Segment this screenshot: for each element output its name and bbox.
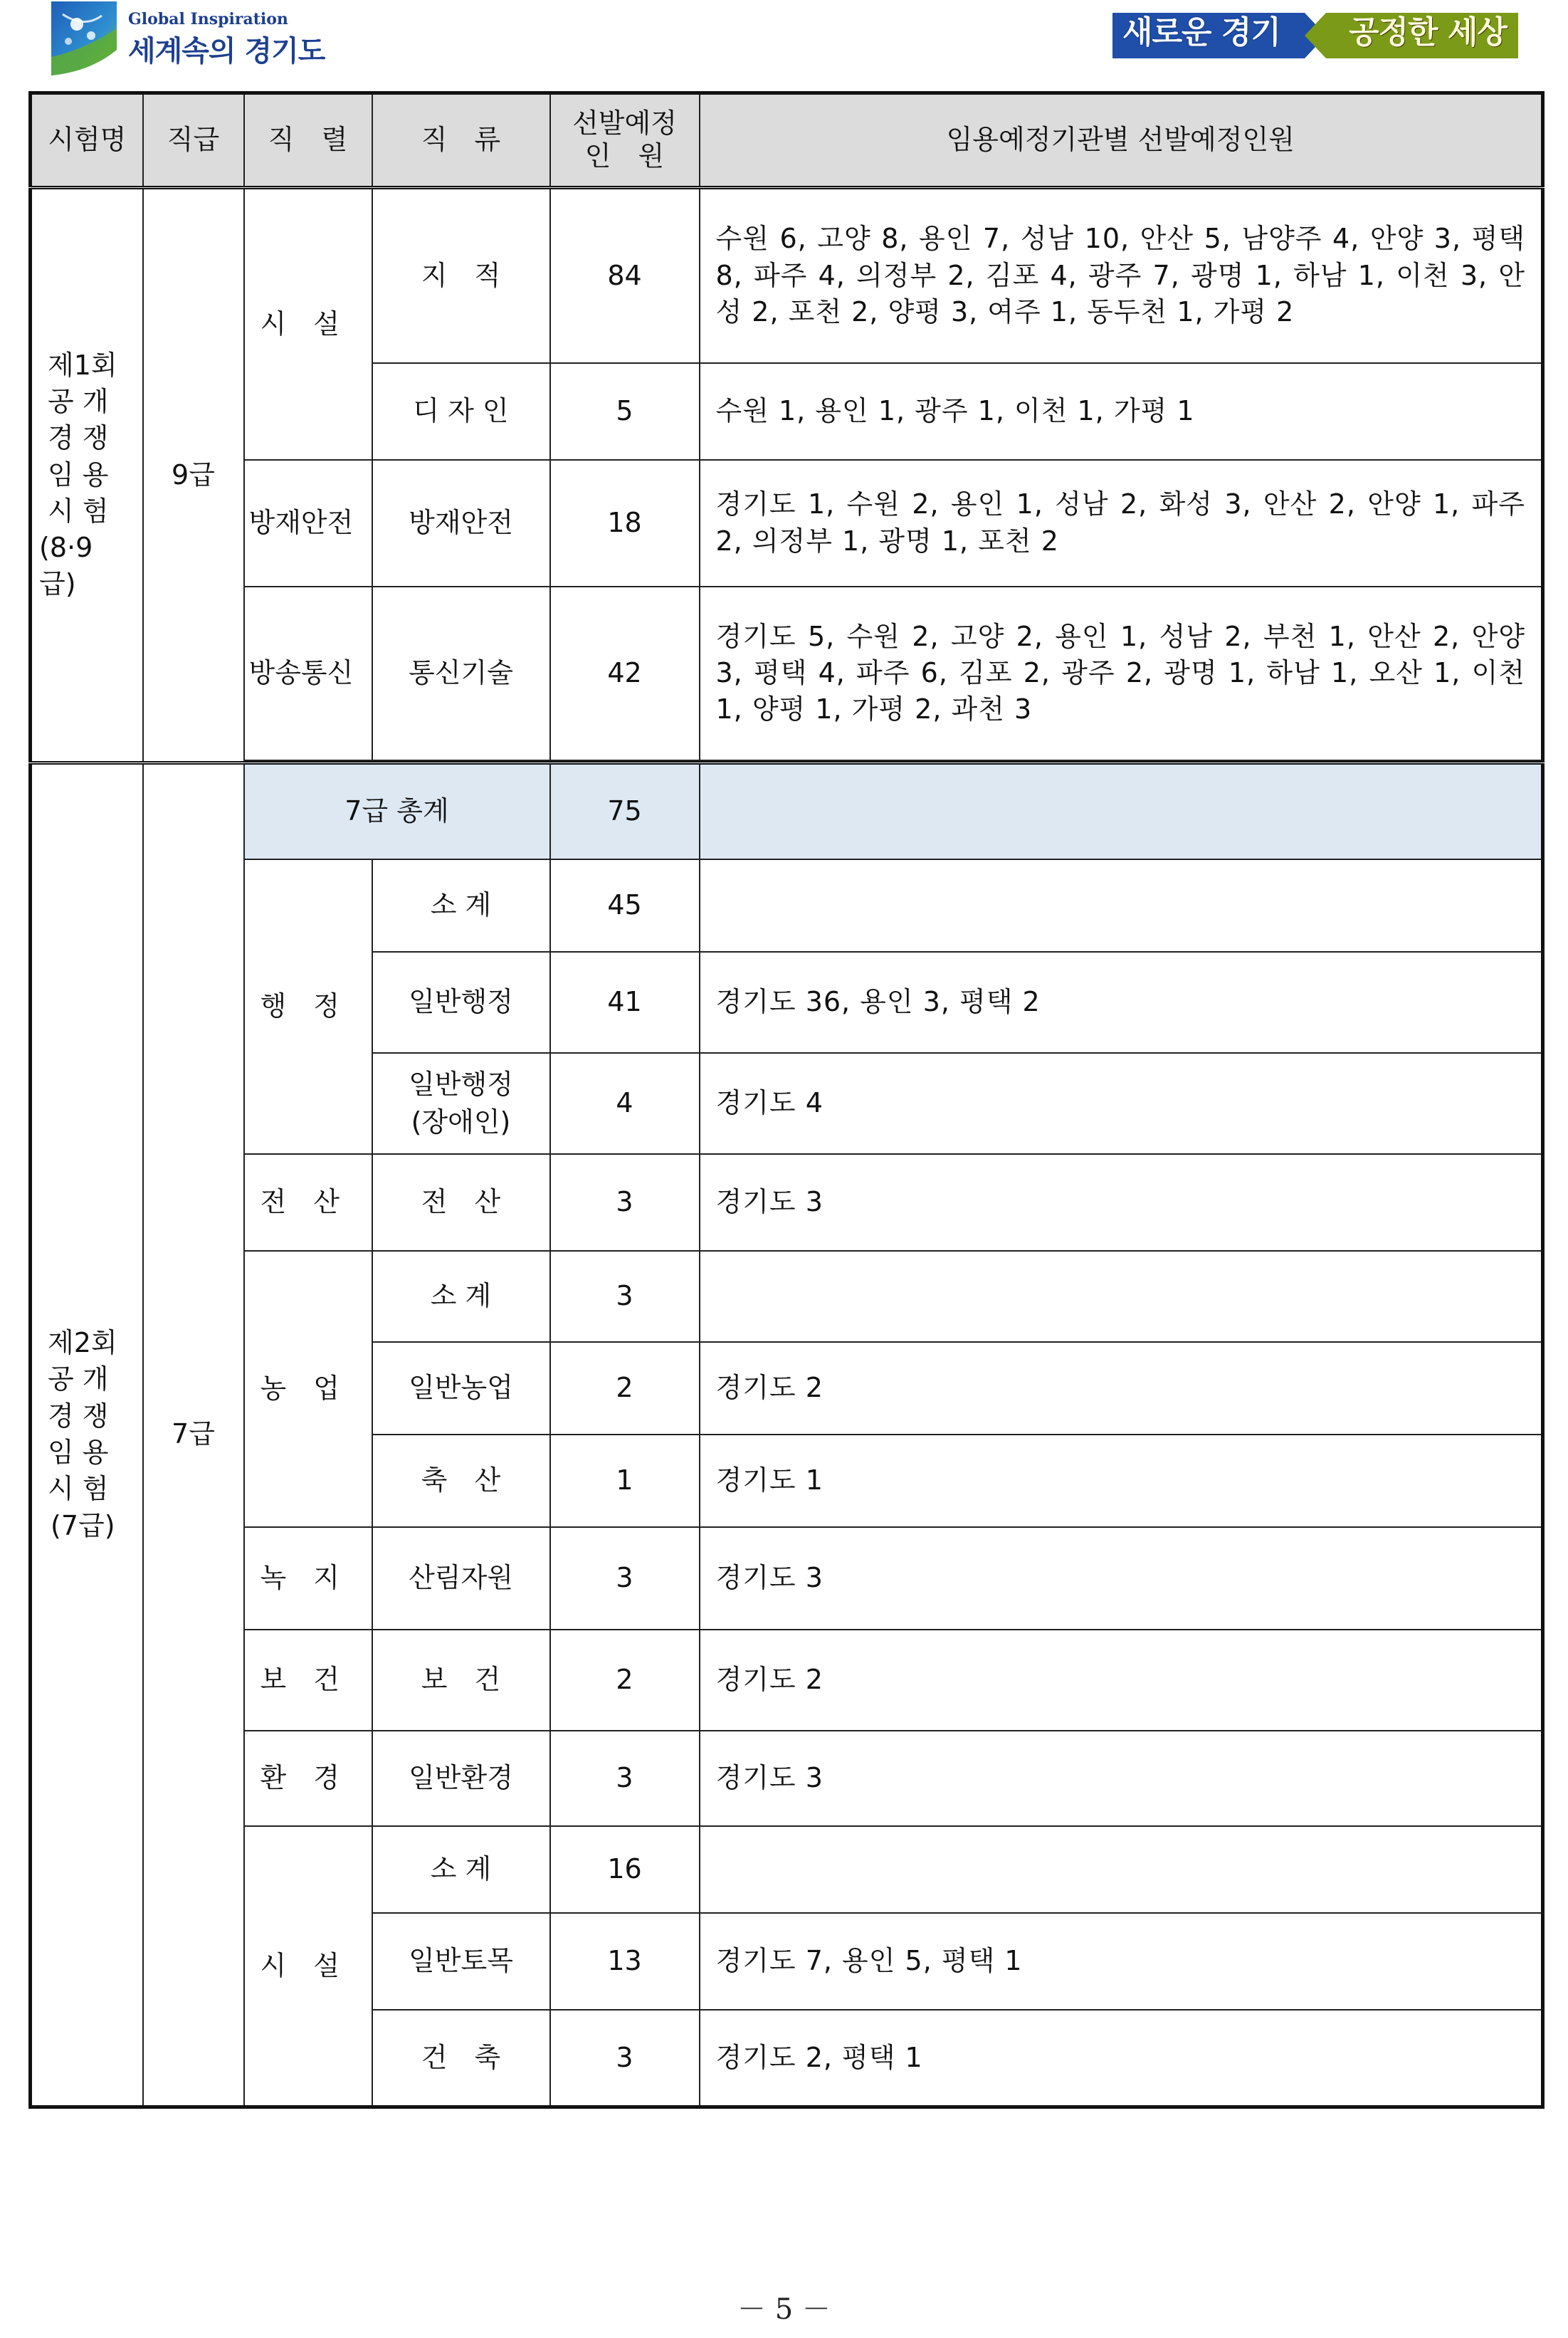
header-exam: 시험명	[31, 93, 143, 188]
subtotal-label: 소 계	[372, 859, 550, 952]
table-row	[31, 762, 1543, 859]
allocation-cell: 경기도 3	[700, 1154, 1543, 1251]
count-cell: 18	[550, 460, 700, 587]
allocation-cell: 수원 6, 고양 8, 용인 7, 성남 10, 안산 5, 남양주 4, 안양 3, 평택 8, 파주 4, 의정부 2, 김포 4, 광주 7, 광명 1, 하남 1, 이천 3, 안성 2, 포천 2, 양평 3, 여주 1, 동두천 1, 가평 2	[700, 188, 1543, 363]
exam1-line: 공 개	[48, 386, 109, 417]
allocation-cell: 경기도 7, 용인 5, 평택 1	[700, 1913, 1543, 2010]
exam1-line: 경 쟁	[48, 422, 109, 454]
exam2-line: 시 험	[48, 1473, 109, 1505]
table-row	[31, 1826, 1543, 1913]
gyeonggi-emblem-icon	[48, 0, 120, 77]
count-cell: 13	[550, 1913, 700, 2010]
header-class: 직 류	[372, 93, 550, 188]
class-cell: 건 축	[372, 2010, 550, 2107]
allocation-cell: 경기도 36, 용인 3, 평택 2	[700, 952, 1543, 1053]
allocation-cell: 경기도 2	[700, 1630, 1543, 1731]
count-cell: 1	[550, 1435, 700, 1527]
grade7-total-label: 7급 총계	[244, 762, 550, 859]
table-row	[31, 460, 1543, 587]
count-cell: 5	[550, 363, 700, 460]
class-line: (장애인)	[411, 1106, 511, 1138]
class-cell: 일반환경	[372, 1731, 550, 1826]
count-cell: 3	[550, 1527, 700, 1630]
allocation-cell: 경기도 1, 수원 2, 용인 1, 성남 2, 화성 3, 안산 2, 안양 1, 파주 2, 의정부 1, 광명 1, 포천 2	[700, 460, 1543, 587]
allocation-cell: 경기도 2	[700, 1342, 1543, 1435]
allocation-cell: 경기도 4	[700, 1053, 1543, 1154]
allocation-cell: 경기도 3	[700, 1731, 1543, 1826]
header-allocation: 임용예정기관별 선발예정인원	[700, 93, 1543, 188]
count-cell: 3	[550, 1154, 700, 1251]
logo-korean-text: 세계속의 경기도	[128, 35, 325, 68]
count-cell: 42	[550, 587, 700, 760]
count-cell: 4	[550, 1053, 700, 1154]
allocation-cell	[700, 1251, 1543, 1342]
exam1-grade: 9급	[143, 188, 244, 763]
allocation-cell: 경기도 3	[700, 1527, 1543, 1630]
class-cell: 전 산	[372, 1154, 550, 1251]
series-cell: 환 경	[244, 1731, 372, 1826]
header-count	[550, 93, 700, 188]
subtotal-count: 45	[550, 859, 700, 952]
table-row	[31, 1527, 1543, 1630]
class-cell: 일반토목	[372, 1913, 550, 2010]
count-cell: 84	[550, 188, 700, 363]
slogan-banner	[1112, 10, 1518, 61]
allocation-cell	[700, 1826, 1543, 1913]
recruitment-table	[28, 91, 1545, 2109]
class-cell: 산림자원	[372, 1527, 550, 1630]
series-cell: 행 정	[244, 859, 372, 1154]
class-cell: 축 산	[372, 1435, 550, 1527]
subtotal-count: 16	[550, 1826, 700, 1913]
class-cell	[372, 1053, 550, 1154]
logo-english-text: Global Inspiration	[128, 10, 288, 28]
table-row	[31, 587, 1543, 760]
series-cell: 녹 지	[244, 1527, 372, 1630]
table-row	[31, 188, 1543, 363]
class-cell: 통신기술	[372, 587, 550, 760]
series-cell: 시 설	[244, 1826, 372, 2107]
class-cell: 보 건	[372, 1630, 550, 1731]
exam2-line: 임 용	[48, 1437, 109, 1468]
exam1-name	[31, 188, 143, 763]
class-cell: 디 자 인	[372, 363, 550, 460]
table-row	[31, 1251, 1543, 1342]
gyeonggi-logo	[48, 0, 326, 78]
allocation-cell: 수원 1, 용인 1, 광주 1, 이천 1, 가평 1	[700, 363, 1543, 460]
allocation-cell: 경기도 2, 평택 1	[700, 2010, 1543, 2107]
class-line: 일반행정	[409, 1068, 513, 1100]
exam1-line: 임 용	[48, 458, 109, 491]
table-row	[31, 1731, 1543, 1826]
table-row	[31, 1154, 1543, 1251]
count-cell: 2	[550, 1630, 700, 1731]
allocation-cell: 경기도 5, 수원 2, 고양 2, 용인 1, 성남 2, 부천 1, 안산 2, 안양 3, 평택 4, 파주 6, 김포 2, 광주 2, 광명 1, 하남 1, 오산 1, 이천 1, 양평 1, 가평 2, 과천 3	[700, 587, 1543, 760]
slogan-left-text: 새로운 경기	[1122, 14, 1280, 51]
header-row	[31, 93, 1543, 188]
exam2-line: 제2회	[48, 1327, 117, 1359]
slogan-right-text: 공정한 세상	[1349, 14, 1507, 51]
header-count-line2: 인 원	[584, 140, 665, 172]
subtotal-label: 소 계	[372, 1826, 550, 1913]
subtotal-label: 소 계	[372, 1251, 550, 1342]
table-row	[31, 1630, 1543, 1731]
class-cell: 방재안전	[372, 460, 550, 587]
grade7-total-blank	[700, 762, 1543, 859]
series-cell: 보 건	[244, 1630, 372, 1731]
header-grade: 직급	[143, 93, 244, 188]
class-cell: 일반행정	[372, 952, 550, 1053]
exam2-line: 경 쟁	[48, 1400, 109, 1432]
exam1-line: 제1회	[48, 349, 117, 381]
count-cell: 2	[550, 1342, 700, 1435]
exam2-line: (7급)	[51, 1509, 115, 1541]
grade7-total-count: 75	[550, 762, 700, 859]
allocation-cell: 경기도 1	[700, 1435, 1543, 1527]
table-row	[31, 859, 1543, 952]
series-cell: 시 설	[244, 188, 372, 460]
count-cell: 3	[550, 1731, 700, 1826]
series-cell: 방송통신	[244, 587, 372, 760]
header-count-line1: 선발예정	[572, 108, 677, 140]
series-cell: 농 업	[244, 1251, 372, 1527]
exam2-name	[31, 762, 143, 2107]
allocation-cell	[700, 859, 1543, 952]
count-cell: 41	[550, 952, 700, 1053]
series-cell: 전 산	[244, 1154, 372, 1251]
page-number: － 5 －	[737, 2293, 831, 2326]
class-cell: 지 적	[372, 188, 550, 363]
count-cell: 3	[550, 2010, 700, 2107]
subtotal-count: 3	[550, 1251, 700, 1342]
exam2-grade: 7급	[143, 762, 244, 2107]
exam2-line: 공 개	[48, 1363, 109, 1395]
series-cell: 방재안전	[244, 460, 372, 587]
header-series: 직 렬	[244, 93, 372, 188]
exam1-line: (8·9급)	[39, 532, 93, 600]
class-cell: 일반농업	[372, 1342, 550, 1435]
exam1-line: 시 험	[48, 495, 109, 527]
